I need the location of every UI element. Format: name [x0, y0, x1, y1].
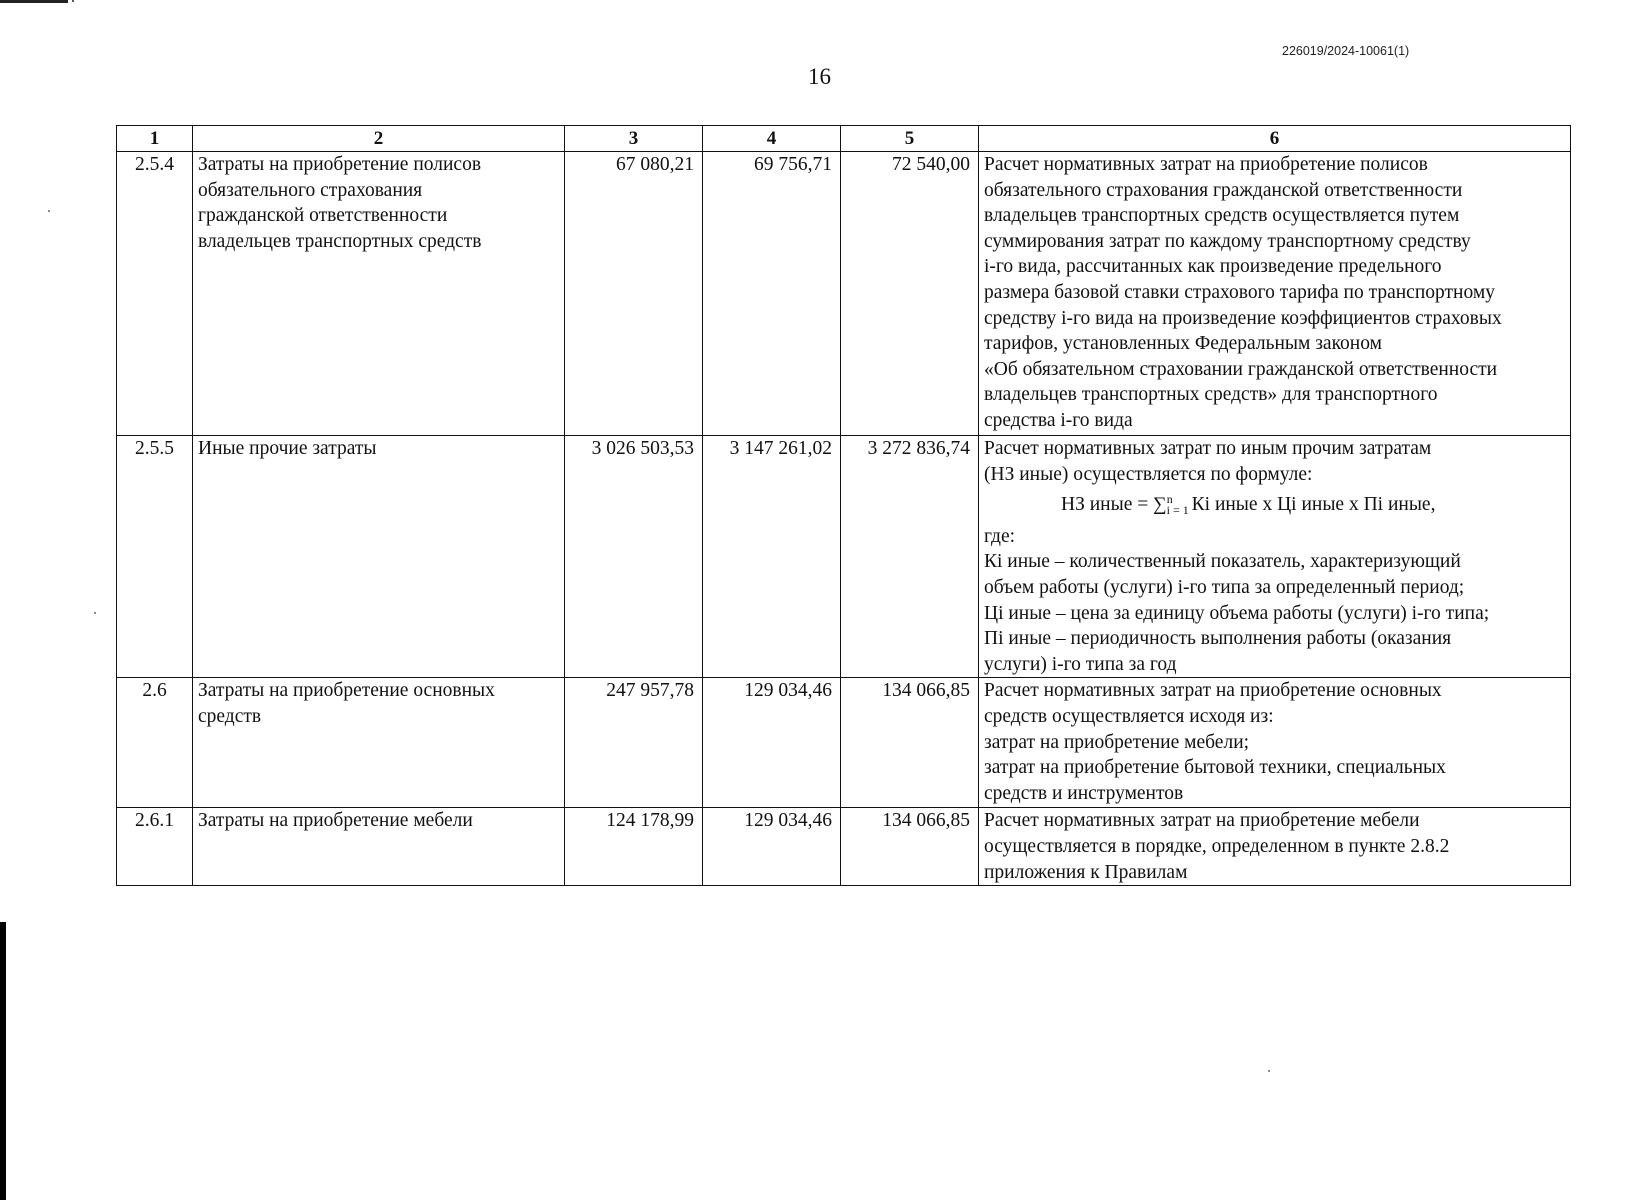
sum-symbol: ∑ [1153, 494, 1167, 516]
column-header: 3 [565, 126, 703, 152]
row-code: 2.5.5 [117, 436, 193, 678]
row-code: 2.6 [117, 678, 193, 808]
value-col3: 124 178,99 [565, 808, 703, 886]
document-number: 226019/2024-10061(1) [1282, 44, 1410, 58]
row-code: 2.5.4 [117, 152, 193, 436]
value-col4: 129 034,46 [703, 808, 841, 886]
column-header: 4 [703, 126, 841, 152]
row-description: Расчет нормативных затрат на приобретение основных средств осуществляется исходя из: затрат на приобретение мебели; затрат на приобретение бытовой техники, специальных средств и инструментов [979, 678, 1571, 808]
sum-lower-index: i = 1 [1166, 503, 1189, 518]
table-row [117, 436, 1571, 678]
table-header-row [117, 126, 1571, 152]
scan-mark [72, 0, 74, 2]
value-col5: 134 066,85 [841, 808, 979, 886]
row-description: Расчет нормативных затрат на приобретение полисов обязательного страхования гражданской ответственности владельцев транспортных средств осуществляется путем суммирования затрат по каждому транспортному средству i-го вида, рассчитанных как произведение предельного размера базовой ставки страхового тарифа по транспортному средству i-го вида на произведение коэффициентов страховых тарифов, установленных Федеральным законом «Об обязательном страховании гражданской ответственности владельцев транспортных средств» для транспортного средства i-го вида [979, 152, 1571, 436]
value-col4: 129 034,46 [703, 678, 841, 808]
row-code: 2.6.1 [117, 808, 193, 886]
row-description: Расчет нормативных затрат на приобретение мебели осуществляется в порядке, определенном в пункте 2.8.2 приложения к Правилам [979, 808, 1571, 886]
value-col3: 3 026 503,53 [565, 436, 703, 678]
table-row [117, 808, 1571, 886]
sum-upper-index: n [1166, 492, 1173, 507]
value-col4: 3 147 261,02 [703, 436, 841, 678]
row-name: Затраты на приобретение основных средств [193, 678, 565, 808]
column-header: 2 [193, 126, 565, 152]
cost-formula: НЗ иные = $\sum_{i = 1}^n$ Кi иные х Цi иные х Пi иные, [1061, 492, 1436, 518]
column-header: 1 [117, 126, 193, 152]
column-header: 5 [841, 126, 979, 152]
column-header: 6 [979, 126, 1571, 152]
scan-edge-bar [0, 922, 6, 1200]
value-col3: 67 080,21 [565, 152, 703, 436]
row-name: Иные прочие затраты [193, 436, 565, 678]
value-col3: 247 957,78 [565, 678, 703, 808]
scan-top-rule [0, 0, 68, 3]
value-col5: 72 540,00 [841, 152, 979, 436]
scan-speck [1268, 1070, 1270, 1072]
table-row [117, 152, 1571, 436]
page-number: 16 [808, 64, 831, 89]
cost-table [116, 125, 1571, 886]
row-description: Расчет нормативных затрат по иным прочим затратам (НЗ иные) осуществляется по формуле: НЗ иные = $\sum_{i = 1}^n$ Кi иные х Цi иные х Пi иные, где: Кi иные – количественный показатель, характеризующий объем работы (услуги) i-го типа за определенный период; Цi иные – цена за единицу объема работы (услуги) i-го типа; Пi иные – периодичность выполнения работы (оказания услуги) i-го типа за год [979, 436, 1571, 678]
row-name: Затраты на приобретение мебели [193, 808, 565, 886]
table-row [117, 678, 1571, 808]
value-col4: 69 756,71 [703, 152, 841, 436]
scan-speck [48, 210, 50, 212]
scan-speck [94, 612, 96, 614]
row-name: Затраты на приобретение полисов обязательного страхования гражданской ответственности владельцев транспортных средств [193, 152, 565, 436]
value-col5: 134 066,85 [841, 678, 979, 808]
value-col5: 3 272 836,74 [841, 436, 979, 678]
